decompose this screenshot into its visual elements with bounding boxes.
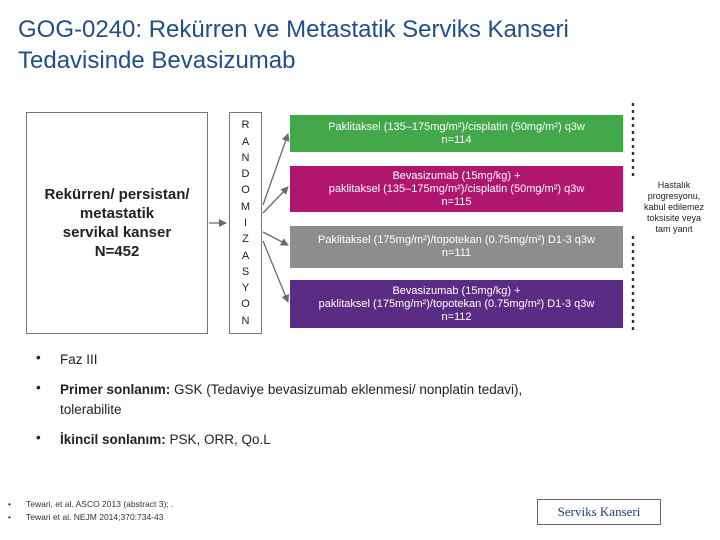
arm-4-n: n=112 (441, 310, 472, 323)
rand-letter: N (241, 314, 250, 327)
randomization-box (229, 112, 262, 334)
rand-letter: S (241, 265, 250, 278)
outcome-label (628, 180, 720, 235)
secondary-endpoint-text: PSK, ORR, Qo.L (165, 432, 271, 447)
bullet-dot: • (36, 380, 41, 395)
arm-2-box (290, 166, 623, 212)
secondary-endpoint-label: İkincil sonlanım: (60, 432, 166, 447)
arrow-to-arm-4 (263, 241, 288, 302)
arm-1-box (290, 115, 623, 152)
rand-letter: Z (242, 233, 249, 246)
population-line-2: metastatik (79, 205, 155, 222)
population-line-1: Rekürren/ persistan/ (44, 186, 190, 203)
population-n: N=452 (94, 243, 140, 260)
reference-1: Tewari, et al. ASCO 2013 (abstract 3); . (26, 499, 174, 509)
logo-text: Serviks Kanseri (557, 504, 641, 519)
rand-letter: Y (241, 282, 250, 295)
outcome-line-3: kabul edilemez (643, 202, 705, 212)
arrow-to-arm-1 (263, 134, 288, 205)
arm-4-box (290, 280, 623, 328)
rand-letter: M (240, 200, 251, 213)
primary-endpoint-text: GSK (Tedaviye bevasizumab eklenmesi/ nonplatin tedavi), (170, 382, 523, 397)
arrow-to-arm-3 (263, 232, 288, 245)
arm-4-regimen-line-1: Bevasizumab (15mg/kg) + (392, 284, 521, 297)
arm-3-n: n=111 (441, 247, 472, 259)
arm-3-regimen: Paklitaksel (175mg/m²)/topotekan (0.75mg/m²) D1-3 q3w (318, 234, 595, 246)
rand-letter: R (241, 119, 250, 132)
outcome-line-1: Hastalık (657, 180, 691, 190)
arm-1-regimen: Paklitaksel (135–175mg/m²)/cisplatin (50mg/m²) q3w (328, 120, 585, 133)
title-line-1: GOG-0240: Rekürren ve Metastatik Serviks Kanseri (18, 16, 569, 43)
arm-3-box (290, 226, 623, 268)
arrow-to-arm-2 (263, 187, 288, 213)
logo (537, 499, 661, 525)
arm-1-n: n=114 (441, 133, 472, 146)
outcome-line-5: tam yanıt (655, 224, 693, 234)
rand-letter: N (241, 151, 250, 164)
rand-letter: I (243, 216, 248, 229)
references (8, 498, 308, 524)
rand-letter: D (241, 168, 250, 181)
reference-dot: • (8, 499, 11, 509)
reference-2: Tewari et al. NEJM 2014;370:734-43 (26, 512, 164, 522)
outcome-line-2: progresyonu, (647, 191, 701, 201)
bullet-dot: • (36, 430, 41, 445)
reference-dot: • (8, 512, 11, 522)
population-box (26, 112, 208, 334)
primary-endpoint-text-2: tolerabilite (60, 402, 122, 417)
rand-letter: A (241, 249, 250, 262)
title-line-2: Tedavisinde Bevasizumab (18, 47, 296, 74)
rand-letter: O (241, 184, 250, 197)
population-line-3: servikal kanser (62, 224, 172, 241)
arm-2-regimen-line-1: Bevasizumab (15mg/kg) + (392, 169, 521, 182)
rand-letter: O (241, 298, 250, 311)
rand-letter: A (241, 135, 250, 148)
outcome-line-4: toksisite veya (646, 213, 702, 223)
arm-2-regimen-line-2: paklitaksel (135–175mg/m²)/cisplatin (50mg/m²) q3w (328, 182, 585, 195)
primary-endpoint-label: Primer sonlanım: (60, 382, 171, 397)
arm-2-n: n=115 (441, 195, 472, 208)
bullet-dot: • (36, 350, 41, 365)
arm-4-regimen-line-2: paklitaksel (175mg/m²)/topotekan (0.75mg/m²) D1-3 q3w (318, 297, 595, 310)
bullet-phase-text: Faz III (60, 352, 98, 367)
